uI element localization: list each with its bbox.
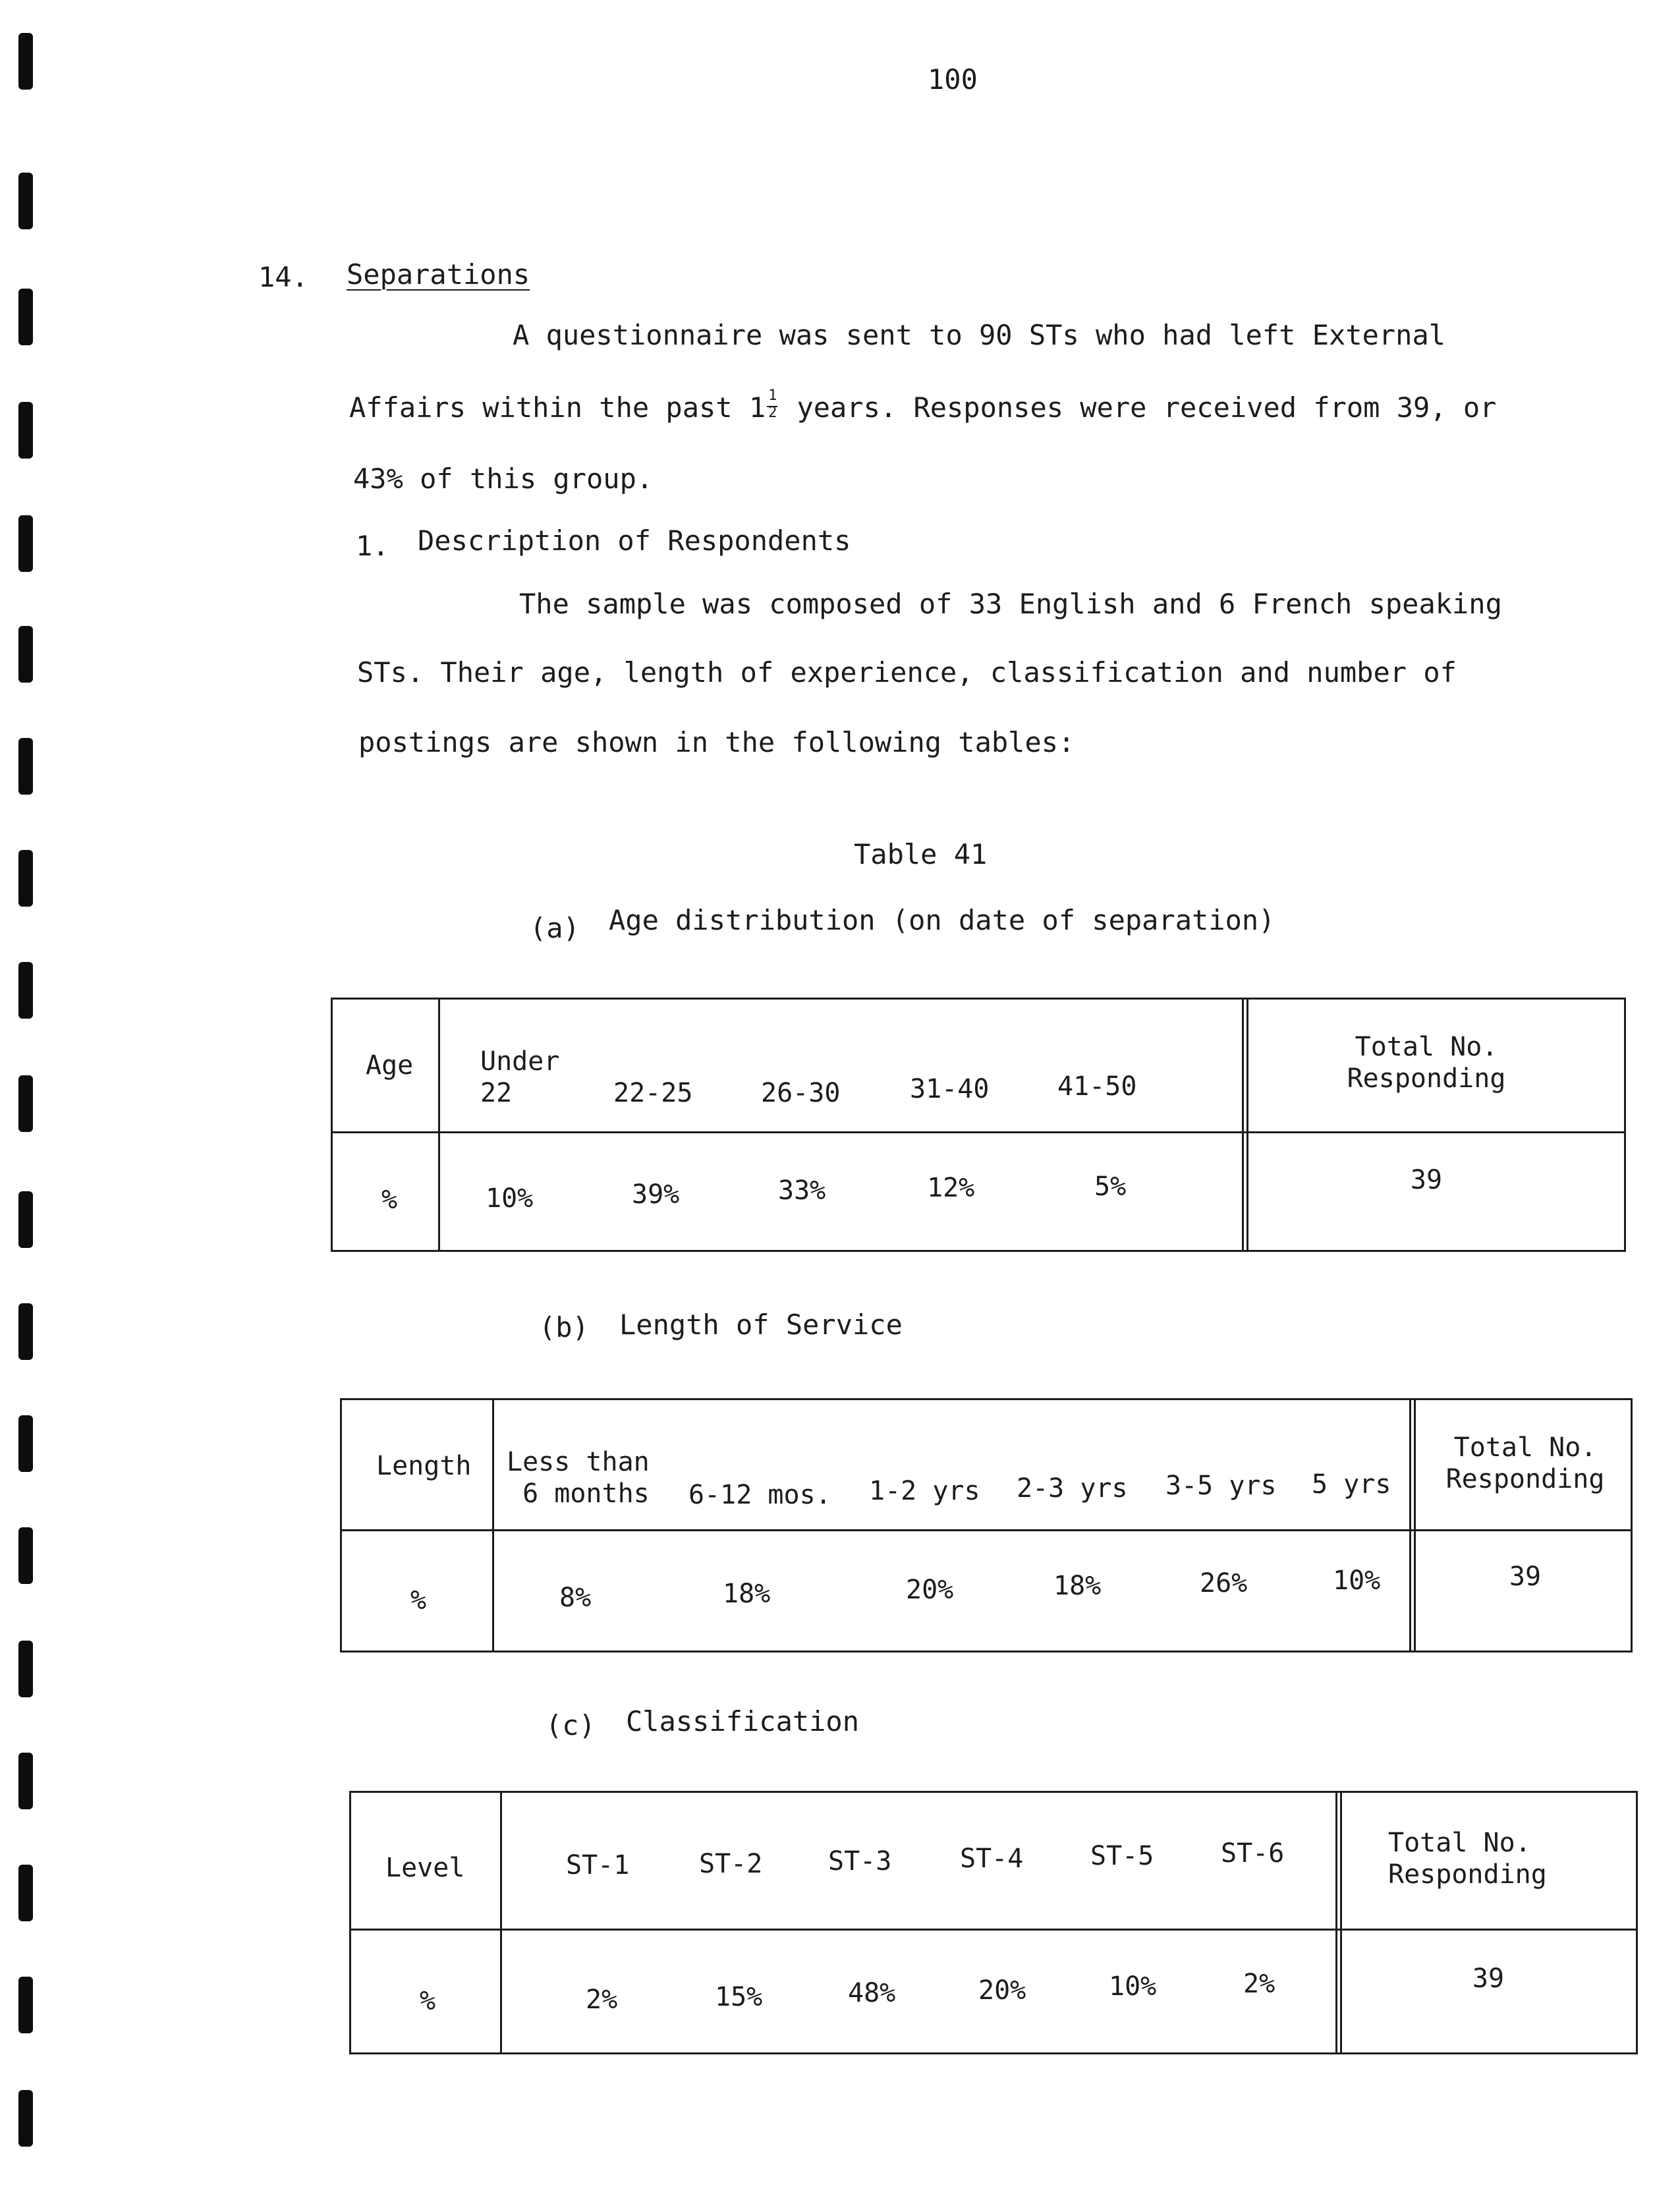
value-cell: 26% <box>1200 1568 1248 1598</box>
binding-hole <box>18 1641 33 1697</box>
table-c-caption-label: (c) <box>546 1709 596 1741</box>
col-header: 1-2 yrs <box>869 1476 980 1506</box>
binding-hole <box>18 1977 33 2033</box>
col-header: 3-5 yrs <box>1165 1471 1277 1501</box>
row-divider <box>342 1529 1631 1531</box>
value-cell: 18% <box>723 1579 771 1609</box>
value-cell: 20% <box>978 1975 1026 2006</box>
row-header: Age <box>366 1050 414 1081</box>
col-header: ST-4 <box>960 1844 1024 1874</box>
value-cell: 2% <box>586 1985 618 2015</box>
binding-hole <box>18 850 33 907</box>
col-header: 5 yrs <box>1312 1469 1391 1500</box>
value-cell: 18% <box>1053 1571 1102 1601</box>
intro-line-2-start: Affairs within the past 1 <box>349 391 766 424</box>
table-title: Table 41 <box>854 838 988 870</box>
binding-hole <box>18 1753 33 1809</box>
page-number: 100 <box>928 63 978 96</box>
column-divider <box>438 1000 440 1250</box>
column-divider-double <box>1242 1000 1248 1250</box>
value-cell: 12% <box>927 1173 975 1203</box>
subsection-title: Description of Respondents <box>418 524 851 557</box>
col-header: 31-40 <box>910 1074 990 1104</box>
row-header: Length <box>376 1451 472 1481</box>
pct-row-header: % <box>420 1986 436 2016</box>
col-header: Less than 6 months <box>507 1447 650 1509</box>
value-cell: 15% <box>715 1982 763 2012</box>
value-cell: 10% <box>1109 1971 1157 2002</box>
col-header: ST-3 <box>828 1846 892 1877</box>
col-header: ST-2 <box>699 1849 763 1879</box>
binding-hole <box>18 738 33 795</box>
desc-line-1: The sample was composed of 33 English and 6 French speaking <box>519 588 1502 620</box>
table-a-caption: Age distribution (on date of separation) <box>609 904 1275 936</box>
pct-row-header: % <box>410 1585 427 1616</box>
row-header: Level <box>385 1853 465 1883</box>
total-value: 39 <box>1509 1562 1542 1592</box>
col-header: 26-30 <box>761 1078 841 1108</box>
total-header: Total No. Responding <box>1445 1432 1605 1494</box>
binding-hole <box>18 289 33 345</box>
intro-line-3: 43% of this group. <box>353 463 654 495</box>
binding-hole <box>18 1075 33 1132</box>
binding-hole <box>18 1415 33 1472</box>
col-header: Under 22 <box>480 1046 560 1108</box>
row-divider <box>351 1929 1636 1931</box>
binding-hole <box>18 173 33 229</box>
binding-hole <box>18 1303 33 1360</box>
intro-line-2 <box>349 387 1497 424</box>
table-c-caption: Classification <box>626 1705 860 1737</box>
value-cell: 2% <box>1243 1969 1275 1999</box>
value-cell: 10% <box>1333 1566 1381 1596</box>
total-value: 39 <box>1472 1963 1505 1994</box>
table-b-caption: Length of Service <box>619 1309 903 1341</box>
fraction-numerator: 1 <box>768 387 777 404</box>
section-number: 14. <box>258 261 308 293</box>
table-age <box>331 998 1626 1252</box>
col-header: ST-6 <box>1221 1838 1285 1869</box>
row-divider <box>333 1131 1624 1133</box>
col-header: 6-12 mos. <box>688 1480 831 1510</box>
binding-hole <box>18 2090 33 2147</box>
col-header: ST-5 <box>1090 1841 1154 1871</box>
binding-hole <box>18 1191 33 1248</box>
intro-line-2-end: years. Responses were received from 39, or <box>780 391 1497 424</box>
value-cell: 5% <box>1094 1172 1127 1202</box>
value-cell: 48% <box>848 1978 896 2008</box>
fraction-denominator: 2 <box>768 405 777 421</box>
table-length-of-service <box>340 1398 1633 1652</box>
value-cell: 8% <box>559 1583 592 1613</box>
binding-hole <box>18 33 33 90</box>
binding-hole <box>18 1527 33 1584</box>
value-cell: 10% <box>486 1183 534 1214</box>
col-header: 2-3 yrs <box>1017 1473 1128 1504</box>
column-divider <box>500 1793 502 2052</box>
subsection-number: 1. <box>356 530 389 562</box>
column-divider-double <box>1409 1400 1416 1651</box>
binding-hole <box>18 962 33 1019</box>
binding-hole <box>18 1865 33 1921</box>
col-header: 22-25 <box>613 1078 693 1108</box>
col-header: 41-50 <box>1057 1071 1137 1102</box>
binding-hole <box>18 626 33 683</box>
table-a-caption-label: (a) <box>530 912 580 944</box>
total-header: Total No. Responding <box>1388 1828 1547 1890</box>
value-cell: 20% <box>906 1575 954 1605</box>
intro-line-1: A questionnaire was sent to 90 STs who had left External <box>513 319 1446 351</box>
total-value: 39 <box>1410 1165 1443 1195</box>
column-divider-double <box>1335 1793 1342 2052</box>
binding-hole <box>18 402 33 459</box>
section-title: Separations <box>347 258 530 291</box>
fraction <box>766 387 780 422</box>
value-cell: 39% <box>632 1179 680 1210</box>
table-b-caption-label: (b) <box>539 1311 589 1343</box>
value-cell: 33% <box>778 1175 826 1206</box>
desc-line-3: postings are shown in the following tables: <box>358 726 1075 758</box>
total-header: Total No. Responding <box>1347 1032 1506 1094</box>
column-divider <box>492 1400 494 1651</box>
pct-row-header: % <box>381 1185 398 1215</box>
table-classification <box>349 1791 1638 2054</box>
desc-line-2: STs. Their age, length of experience, classification and number of <box>357 656 1457 689</box>
col-header: ST-1 <box>566 1850 630 1880</box>
binding-hole <box>18 515 33 572</box>
